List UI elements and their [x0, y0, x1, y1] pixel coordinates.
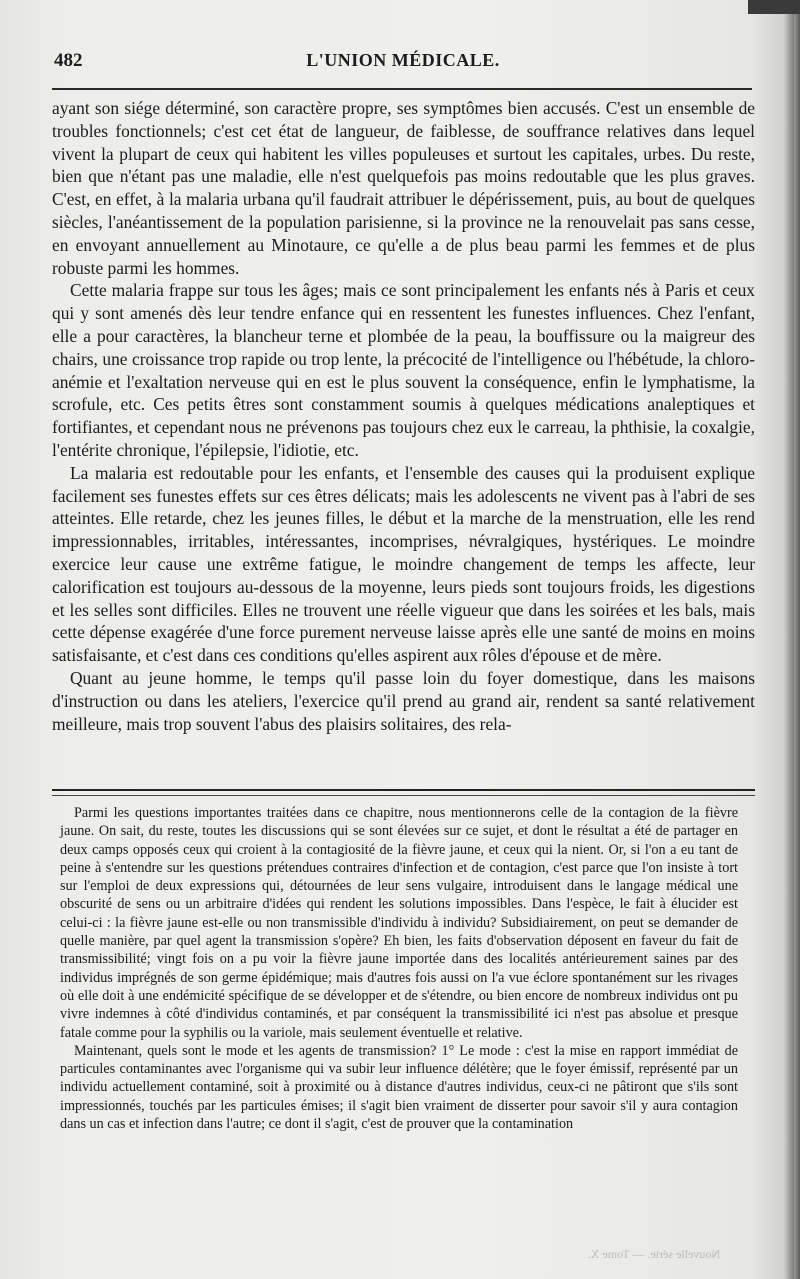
- running-head: L'UNION MÉDICALE.: [306, 50, 500, 70]
- footnote-paragraph: Maintenant, quels sont le mode et les agents de transmission? 1° Le mode : c'est la mise en rapport immédiat de particules contaminantes avec l'organisme qui va subir leur influence délétère; que le foyer émissif, représenté par un individu actuellement contaminé, soit à proximité ou à distance d'autres individus, ceux-ci ne pâtiront que s'ils sont impressionnés, touchés par les particules émises; il s'agit bien vraiment de disserter pour savoir s'il y aura contagion dans un cas et infection dans l'autre; ce dont il s'agit, c'est de prouver que la contamination: [60, 1042, 738, 1133]
- footnote: [60, 804, 738, 1133]
- footnote-paragraph: Parmi les questions importantes traitées dans ce chapitre, nous mentionnerons celle de la contagion de la fièvre jaune. On sait, du reste, toutes les discussions qui se sont élevées sur ce sujet, et dont le résultat a été de partager en deux camps opposés ceux qui croient à la contagiosité de la fièvre jaune, et ceux qui la nient. Or, si l'on a eu tant de peine à s'entendre sur les questions prétendues contraires d'infection et de contagion, c'est parce que l'on insiste à tort sur l'emploi de deux expressions qui, détournées de leur sens vulgaire, introduisent dans le langage médical une obscurité de sens ou un arbitraire d'idées qui rendent les solutions impossibles. Dans l'espèce, le fait à élucider est celui-ci : la fièvre jaune est-elle ou non transmissible d'individu à individu? Subsidiairement, on peut se demander de quelle manière, par quel agent la transmission s'opère? Eh bien, les faits d'observation déposent en faveur du fait de transmissibilité; vingt fois on a pu voir la fièvre jaune importée dans des localités antérieurement saines par des individus imprégnés de son germe épidémique; mais d'autres fois aussi on l'a vue éclore spontanément sur les rivages où elle doit à une endémicité spécifique de se développer et de s'étendre, ou bien encore de nombreux individus ont pu vivre indemnes à côté d'individus contaminés, et par conséquent la transmissibilité ici n'est pas absolue et presque fatale comme pour la syphilis ou la variole, mais seulement éventuelle et relative.: [60, 805, 738, 1041]
- main-text: [52, 97, 755, 735]
- body-paragraph: ayant son siége déterminé, son caractère propre, ses symptômes bien accusés. C'est un ensemble de troubles fonctionnels; c'est cet état de langueur, de faiblesse, de souffrance relatives dans lequel vivent la plupart de ceux qui habitent les villes populeuses et surtout les capitales, urbes. Du reste, bien que n'étant pas une maladie, elle n'est quelquefois pas moins redoutable que les plus graves. C'est, en effet, à la malaria urbana qu'il faudrait attribuer le dépérissement, puis, au bout de quelques siècles, l'anéantissement de la population parisienne, si la province ne la renouvelait pas sans cesse, en envoyant annuellement au Minotaure, ce qu'elle a de plus beau parmi les femmes et de plus robuste parmi les hommes.: [52, 98, 755, 278]
- scan-edge-shadow: [794, 14, 800, 1279]
- footnote-separator: [52, 789, 755, 796]
- body-paragraph: Cette malaria frappe sur tous les âges; mais ce sont principalement les enfants nés à Paris et ceux qui y sont amenés dès leur tendre enfance qui en ressentent les funestes influences. Chez l'enfant, elle a pour caractères, la blancheur terne et plombée de la peau, la bouffissure ou la maigreur des chairs, une croissance trop rapide ou trop lente, la précocité de l'intelligence ou l'hébétude, la chloro-anémie et l'exaltation nerveuse qui en est le plus souvent la conséquence, enfin le lymphatisme, la scrofule, etc. Ces petits êtres sont constamment soumis à quelques médications analeptiques et fortifiantes, et cependant nous ne prévenons pas toujours chez eux le carreau, la phthisie, la coxalgie, l'entérite chronique, l'épilepsie, l'idiotie, etc.: [52, 280, 755, 460]
- page-number: 482: [54, 50, 83, 71]
- body-paragraph: Quant au jeune homme, le temps qu'il passe loin du foyer domestique, dans les maisons d'instruction ou dans les ateliers, l'exercice qu'il prend au grand air, rendent sa santé relativement meilleure, mais trop souvent l'abus des plaisirs solitaires, des rela-: [52, 667, 755, 734]
- scan-corner-shadow: [748, 0, 800, 14]
- header-rule: [52, 88, 752, 90]
- show-through-text: Nouvelle série. — Tome X.: [587, 1247, 720, 1261]
- page-header: [54, 50, 752, 74]
- body-paragraph: La malaria est redoutable pour les enfants, et l'ensemble des causes qui la produisent explique facilement ses funestes effets sur ces êtres délicats; mais les adolescents ne vivent pas à l'abri de ses atteintes. Elle retarde, chez les jeunes filles, le début et la marche de la menstruation, elle les rend impressionnables, irritables, intéressantes, incomprises, névralgiques, hystériques. Le moindre exercice leur cause une extrême fatigue, le moindre changement de temps les affecte, leur calorification est toujours au-dessous de la moyenne, leurs pieds sont toujours froids, les digestions et les selles sont difficiles. Elles ne trouvent une réelle vigueur que dans les soirées et les bals, mais cette dépense exagérée d'une force purement nerveuse laisse après elle une santé de moins en moins satisfaisante, et c'est dans ces conditions qu'elles aspirent aux rôles d'épouse et de mère.: [52, 462, 755, 666]
